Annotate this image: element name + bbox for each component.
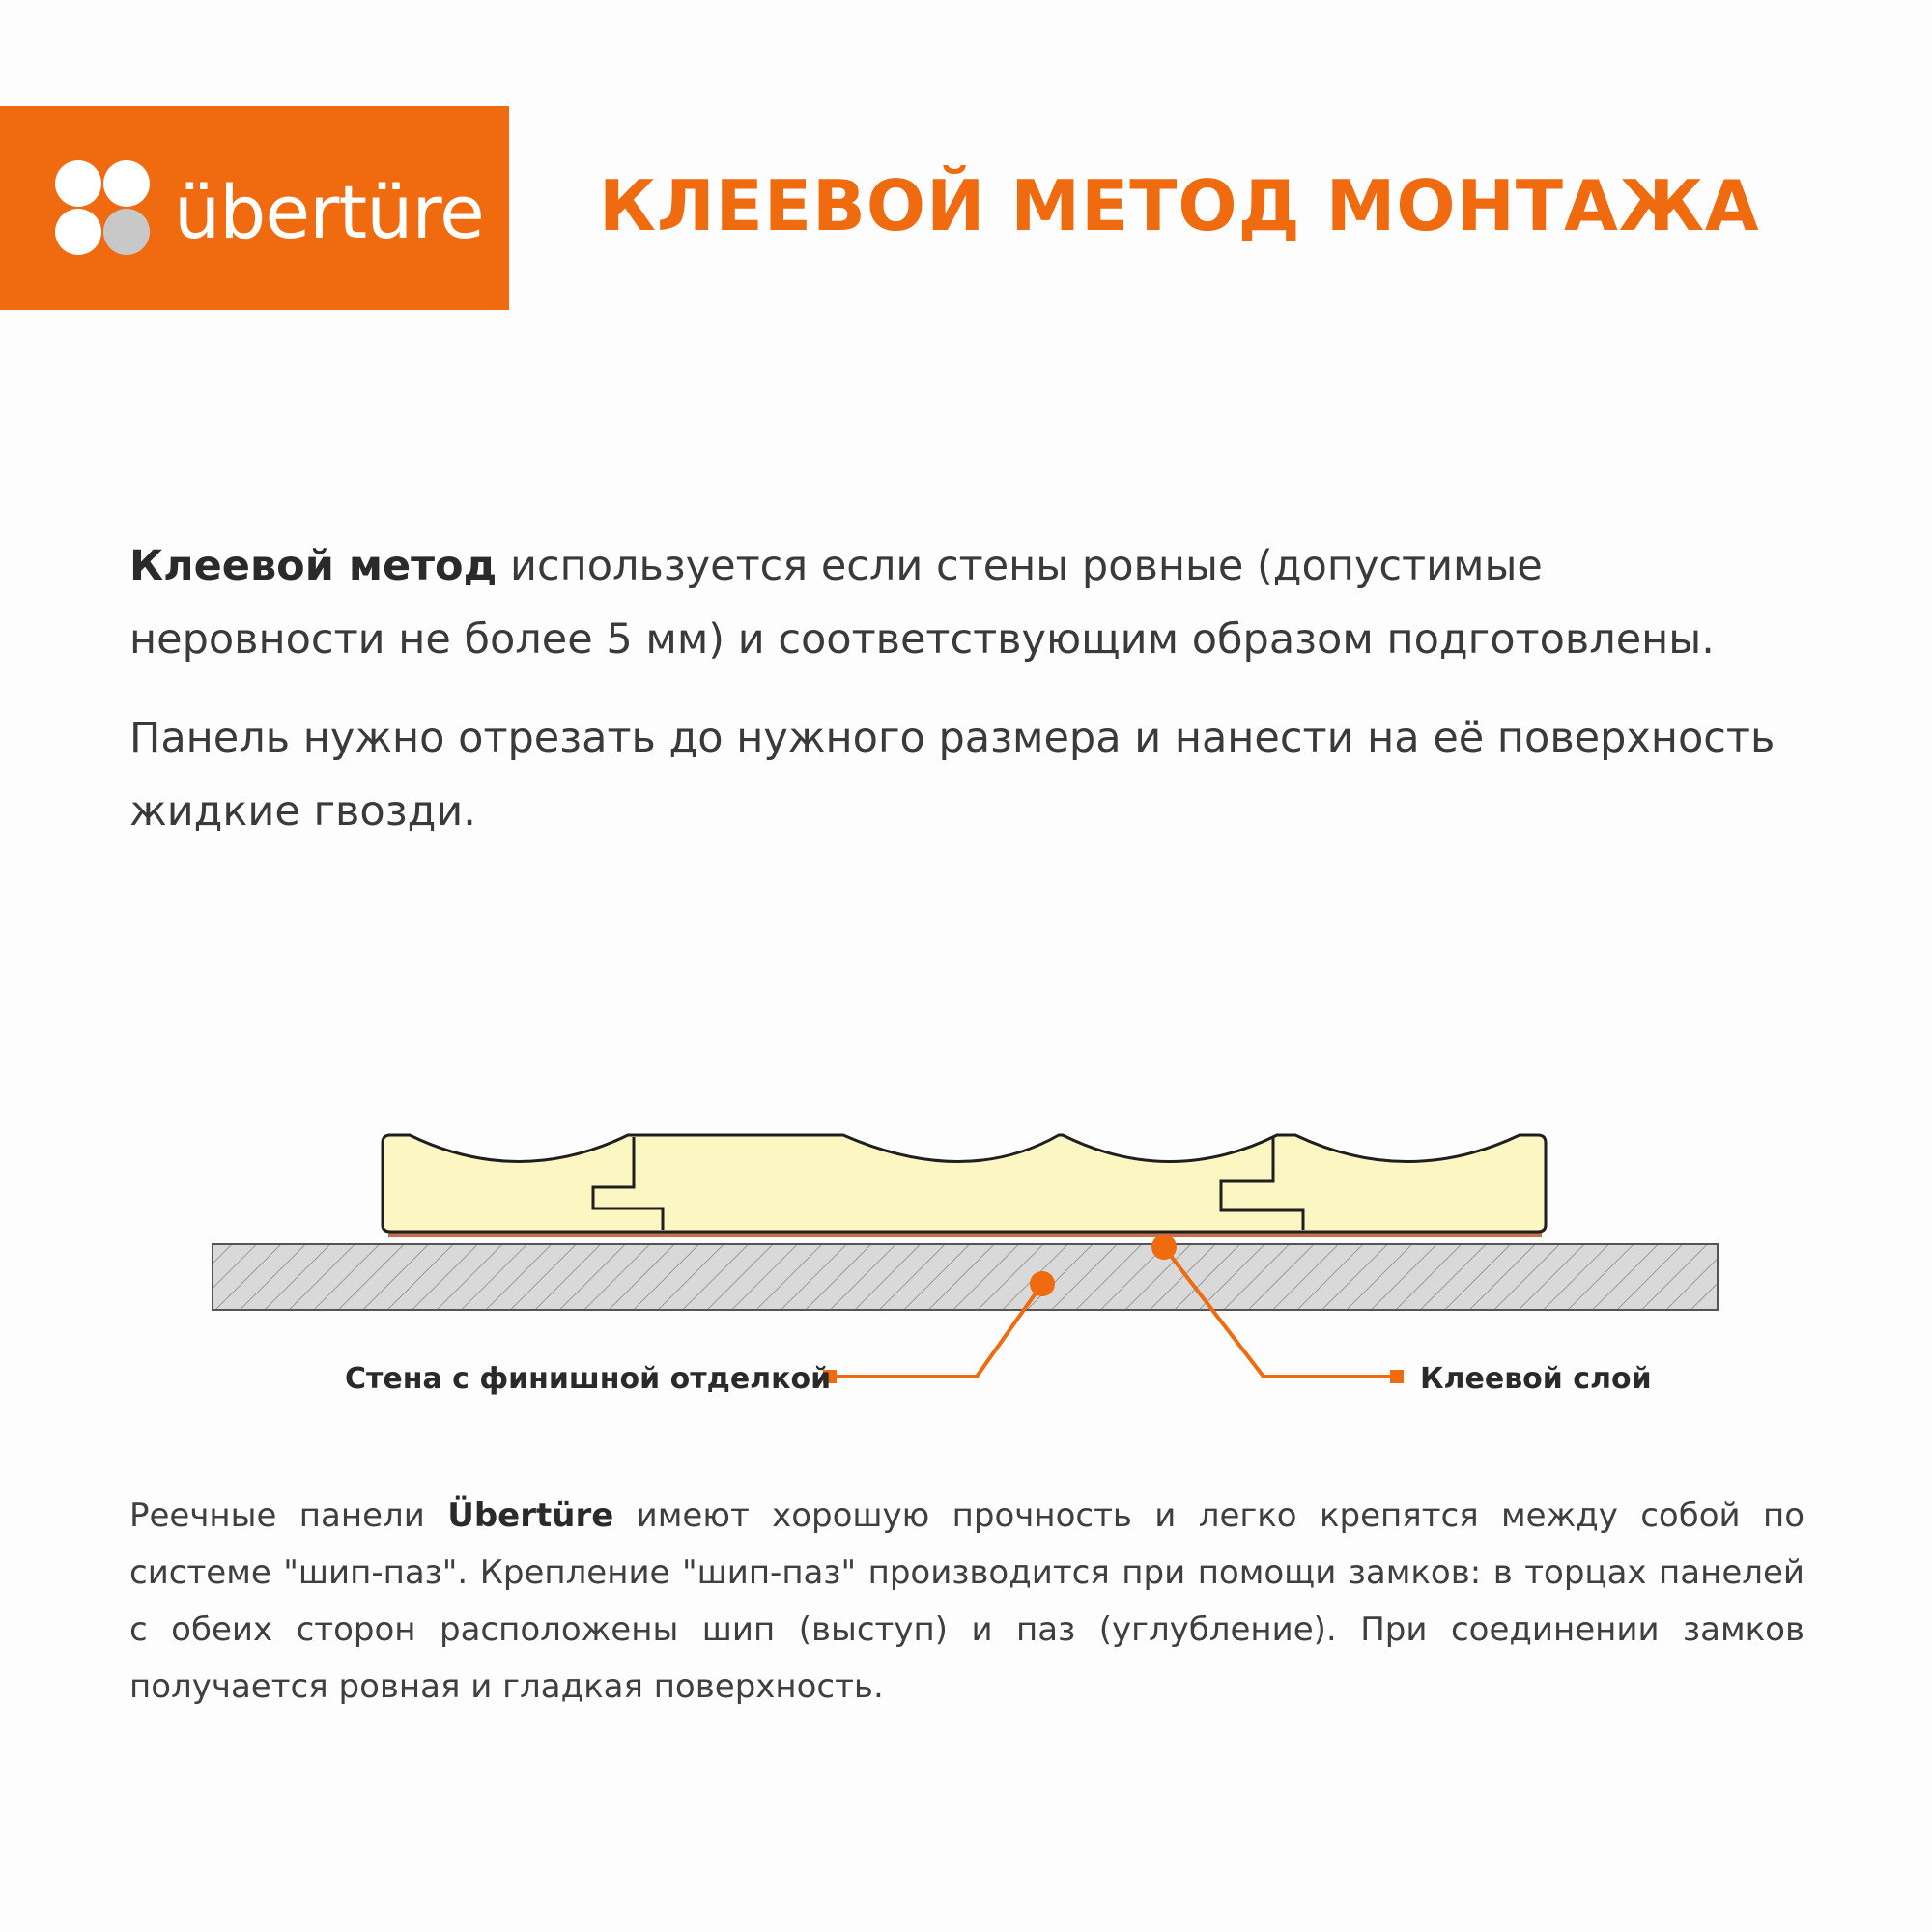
intro-text-1: используется если стены ровные (допустимые неровности не более 5 мм) и соответствующим образом подготовлены. (129, 542, 1715, 664)
wall-layer (213, 1244, 1718, 1310)
intro-paragraph-2: Панель нужно отрезать до нужного размера и нанести на её поверхность жидкие гвозди. (129, 714, 1776, 836)
callout-wall-dot (1030, 1271, 1055, 1296)
callout-label-wall: Стена с финишной отделкой (345, 1362, 832, 1396)
footer-text-pre: Реечные панели (129, 1496, 448, 1535)
callout-glue-end (1390, 1370, 1404, 1383)
intro-bold-term: Клеевой метод (129, 542, 497, 590)
callout-glue-dot (1151, 1235, 1177, 1260)
panel-profile (383, 1135, 1546, 1232)
footer-paragraph (129, 1488, 1804, 1716)
intro-paragraph-1 (129, 529, 1810, 676)
brand-logo (0, 106, 509, 310)
callout-label-glue: Клеевой слой (1420, 1362, 1652, 1396)
logo-text: übertüre (174, 169, 484, 255)
logo-circles-icon (54, 159, 151, 256)
footer-brand: Übertüre (447, 1496, 614, 1535)
footer-text-post: имеют хорошую прочность и легко крепятся между собой по системе "шип-паз". Крепление "шип-паз" производится при помощи замков: в торцах панелей с обеих сторон расположены шип (выступ) и паз (углубление). При соединении замков получается ровная и гладкая поверхность. (129, 1496, 1804, 1706)
page-title: КЛЕЕВОЙ МЕТОД МОНТАЖА (599, 165, 1760, 246)
